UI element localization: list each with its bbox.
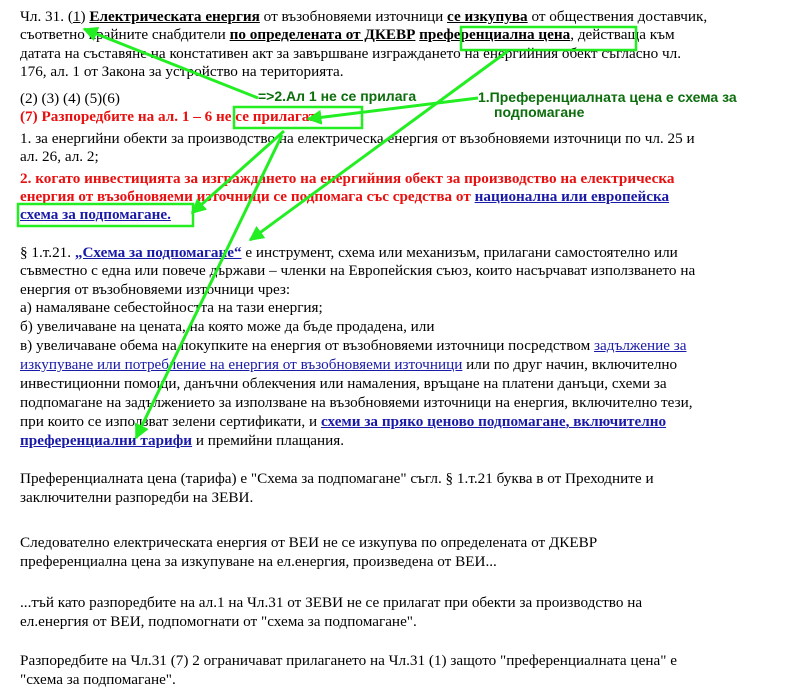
art31-item-1-line-2: ал. 26, ал. 2; xyxy=(20,148,99,165)
art31-par7-heading: (7) Разпоредбите на ал. 1 – 6 не се прилагат: xyxy=(20,108,322,125)
art31-line-3: датата на съставяне на констативен акт за завършване изграждането на енергийния обект съгласно чл. xyxy=(20,45,682,62)
dkevr-term: по определената от ДКЕВР xyxy=(229,26,416,43)
conclusion-1-line-1: Преференциалната цена (тарифа) е "Схема за подпомагане" съгл. § 1.т.21 буква в от Преходните и xyxy=(20,470,654,487)
def-item-b: б) увеличаване на цената, на която може да бъде продадена, или xyxy=(20,318,435,335)
purchase-obligation-link-part2[interactable]: изкупуване или потребление на енергия от възобновяеми източници xyxy=(20,356,463,373)
annotation-note-1: =>2.Ал 1 не се прилага xyxy=(258,88,417,104)
def-item-c-line-3: инвестиционни помощи, данъчни облекчения или намаления, връщане на платени данъци, схеми за xyxy=(20,375,667,392)
art31-line-2: съответно крайните снабдители по определената от ДКЕВР преференциална цена, действаща към xyxy=(20,26,675,43)
conclusion-3-line-2: ел.енергия от ВЕИ, подпомогнати от "схема за подпомагане". xyxy=(20,613,417,630)
def-item-c-line-5: при които се използват зелени сертификати, и схеми за пряко ценово подпомагане, включително xyxy=(20,413,667,430)
art31-item-2-line-1: 2. когато инвестицията за изграждането на енергийния обект за производство на електрическа xyxy=(20,170,675,187)
support-scheme-link[interactable]: схема за подпомагане. xyxy=(20,206,171,223)
annotation-note-2-line-1: 1.Преференциалната цена е схема за xyxy=(478,89,737,105)
def-item-c-line-4: подпомагане на задължението за използване на възобновяеми източници на енергия, включително тези, xyxy=(20,394,693,411)
preferential-price-term: преференциална цена xyxy=(419,26,571,43)
def-item-c-line-6: преференциални тарифи и премийни плащания. xyxy=(20,432,345,449)
direct-price-support-link[interactable]: схеми за пряко ценово подпомагане xyxy=(320,413,566,430)
art31-item-1-line-1: 1. за енергийни обекти за производство на електрическа енергия от възобновяеми източници по чл. 25 и xyxy=(20,130,695,147)
art31-paragraphs-2-6: (2) (3) (4) (5)(6) xyxy=(20,90,120,107)
national-european-link[interactable]: национална или европейска xyxy=(474,188,670,205)
support-scheme-definition-link[interactable]: „Схема за подпомагане“ xyxy=(74,244,242,261)
purchase-obligation-link-part1[interactable]: задължение за xyxy=(594,337,687,354)
def-line-2: съвместно с една или повече държави – членки на Европейския съюз, които насърчават използването на xyxy=(20,262,696,279)
conclusion-2-line-2: преференциална цена за изкупуване на ел.енергия, произведена от ВЕИ... xyxy=(20,553,497,570)
preferential-tariffs-link[interactable]: преференциални тарифи xyxy=(20,432,193,449)
conclusion-3-line-1: ...тъй като разпоредбите на ал.1 на Чл.31 от ЗЕВИ не се прилагат при обекти за производство на xyxy=(20,594,643,611)
conclusion-4-line-2: "схема за подпомагане". xyxy=(20,671,176,688)
art31-item-2-line-3 xyxy=(20,206,171,224)
is-purchased-term: се изкупува xyxy=(447,8,528,25)
def-item-c-line-1: в) увеличаване обема на покупките на енергия от възобновяеми източници посредством задължение за xyxy=(20,337,687,354)
art31-line-1: Чл. 31. (1) Електрическата енергия от възобновяеми източници се изкупува от обществения доставчик, xyxy=(20,8,708,25)
conclusion-1-line-2: заключителни разпоредби на ЗЕВИ. xyxy=(20,489,254,506)
conclusion-2-line-1: Следователно електрическата енергия от ВЕИ не се изкупува по определената от ДКЕВР xyxy=(20,534,598,551)
def-item-a: а) намаляване себестойността на тази енергия; xyxy=(20,299,323,316)
def-line-1: § 1.т.21. „Схема за подпомагане“ е инструмент, схема или механизъм, прилагани самостоятелно или xyxy=(20,244,678,261)
including-link[interactable]: , включително xyxy=(565,413,667,430)
def-line-3: енергия от възобновяеми източници чрез: xyxy=(20,281,291,298)
art31-line-4: 176, ал. 1 от Закона за устройство на територията. xyxy=(20,63,344,80)
conclusion-4-line-1: Разпоредбите на Чл.31 (7) 2 ограничават прилагането на Чл.31 (1) защото "преференциалната цена" е xyxy=(20,652,677,669)
art31-item-2-line-2: енергия от възобновяеми източници се подпомага със средства от национална или европейска xyxy=(20,188,670,205)
electric-energy-term: Електрическата енергия xyxy=(89,8,260,25)
annotation-note-2-line-2: подпомагане xyxy=(494,104,585,120)
def-item-c-line-2: изкупуване или потребление на енергия от възобновяеми източници или по друг начин, включително xyxy=(20,356,678,373)
